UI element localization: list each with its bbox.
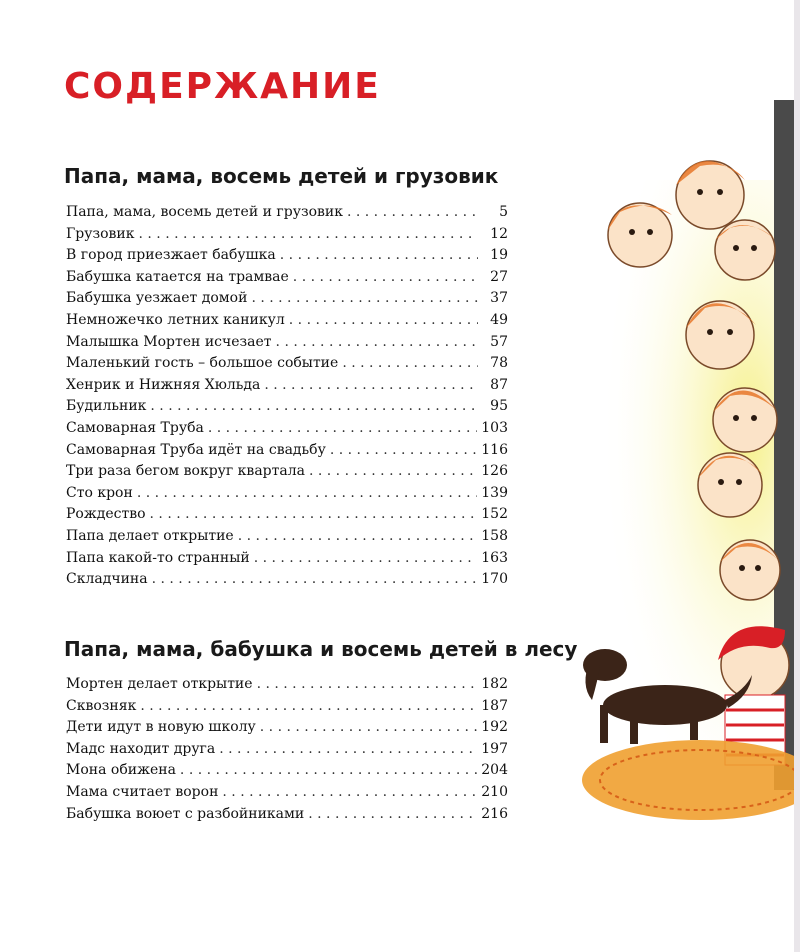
- toc-dot-leader: [219, 741, 477, 757]
- toc-entry-title: Бабушка уезжает домой: [66, 290, 248, 307]
- toc-dot-leader: [152, 571, 478, 587]
- toc-entry-title: Сквозняк: [66, 697, 137, 714]
- page-edge: [794, 0, 800, 952]
- toc-entry-title: Грузовик: [66, 225, 135, 242]
- toc-entry-title: Сто крон: [66, 484, 133, 501]
- toc-entry-page: 116: [481, 441, 508, 458]
- toc-entry-title: Самоварная Труба идёт на свадьбу: [66, 441, 326, 458]
- toc-entry: [66, 762, 508, 784]
- toc-list-section-2: [66, 676, 508, 827]
- children-peeking-illustration-icon: [580, 100, 800, 860]
- toc-entry: [66, 334, 508, 356]
- toc-entry: [66, 485, 508, 507]
- toc-entry: [66, 784, 508, 806]
- toc-entry: [66, 204, 508, 226]
- toc-dot-leader: [260, 719, 478, 735]
- toc-dot-leader: [276, 334, 478, 350]
- toc-entry-page: 57: [490, 333, 508, 350]
- toc-entry-title: Малышка Мортен исчезает: [66, 333, 272, 350]
- toc-entry-title: Мона обижена: [66, 762, 176, 779]
- toc-dot-leader: [139, 226, 479, 242]
- toc-entry-title: Бабушка воюет с разбойниками: [66, 805, 305, 822]
- toc-dot-leader: [309, 463, 477, 479]
- toc-dot-leader: [257, 676, 478, 692]
- toc-entry-page: 210: [481, 783, 508, 800]
- toc-entry-title: Мама считает ворон: [66, 783, 219, 800]
- toc-entry-title: Папа делает открытие: [66, 527, 234, 544]
- toc-list-section-1: [66, 204, 508, 593]
- toc-entry-title: Самоварная Труба: [66, 419, 204, 436]
- toc-entry-title: В город приезжает бабушка: [66, 247, 276, 264]
- toc-dot-leader: [347, 204, 478, 220]
- toc-entry-page: 163: [481, 549, 508, 566]
- toc-entry-page: 19: [490, 247, 508, 264]
- toc-entry-page: 27: [490, 268, 508, 285]
- toc-entry-page: 37: [490, 290, 508, 307]
- toc-entry-title: Мадс находит друга: [66, 740, 216, 757]
- toc-dot-leader: [342, 355, 478, 371]
- toc-dot-leader: [180, 762, 477, 778]
- toc-dot-leader: [293, 269, 478, 285]
- toc-entry-page: 12: [490, 225, 508, 242]
- toc-entry-page: 87: [490, 376, 508, 393]
- toc-entry-title: Бабушка катается на трамвае: [66, 268, 289, 285]
- toc-dot-leader: [238, 528, 478, 544]
- toc-entry: [66, 398, 508, 420]
- toc-entry-page: 197: [481, 740, 508, 757]
- toc-entry: [66, 377, 508, 399]
- toc-dot-leader: [251, 290, 478, 306]
- toc-entry-page: 49: [490, 311, 508, 328]
- toc-entry: [66, 247, 508, 269]
- toc-entry-page: 152: [481, 506, 508, 523]
- toc-entry: [66, 463, 508, 485]
- toc-entry-title: Маленький гость – большое событие: [66, 355, 339, 372]
- section-heading-1: Папа, мама, восемь детей и грузовик: [64, 164, 499, 188]
- toc-entry-title: Три раза бегом вокруг квартала: [66, 463, 305, 480]
- toc-entry: [66, 312, 508, 334]
- toc-entry-title: Папа, мама, восемь детей и грузовик: [66, 204, 343, 220]
- toc-entry-page: 78: [490, 355, 508, 372]
- toc-dot-leader: [222, 784, 477, 800]
- toc-dot-leader: [254, 550, 478, 566]
- toc-entry: [66, 506, 508, 528]
- toc-entry: [66, 355, 508, 377]
- toc-entry-page: 139: [481, 484, 508, 501]
- toc-entry-page: 5: [499, 204, 508, 220]
- toc-entry-page: 192: [481, 719, 508, 736]
- toc-entry-title: Хенрик и Нижняя Хюльда: [66, 376, 261, 393]
- toc-entry-page: 170: [481, 571, 508, 588]
- toc-entry-title: Немножечко летних каникул: [66, 311, 285, 328]
- toc-entry-page: 126: [481, 463, 508, 480]
- toc-dot-leader: [208, 420, 477, 436]
- toc-entry-title: Рождество: [66, 506, 146, 523]
- toc-entry: [66, 226, 508, 248]
- page-title: СОДЕРЖАНИЕ: [64, 66, 381, 107]
- toc-entry: [66, 528, 508, 550]
- toc-dot-leader: [140, 698, 477, 714]
- toc-entry: [66, 676, 508, 698]
- toc-entry: [66, 290, 508, 312]
- toc-entry: [66, 550, 508, 572]
- toc-entry: [66, 806, 508, 828]
- toc-entry-page: 182: [481, 676, 508, 692]
- toc-entry: [66, 269, 508, 291]
- toc-dot-leader: [137, 485, 477, 501]
- section-heading-2: Папа, мама, бабушка и восемь детей в лесу: [64, 637, 578, 661]
- toc-dot-leader: [150, 506, 478, 522]
- toc-entry-page: 158: [481, 527, 508, 544]
- toc-dot-leader: [330, 442, 477, 458]
- toc-entry-title: Складчина: [66, 571, 148, 588]
- toc-entry: [66, 571, 508, 593]
- toc-dot-leader: [289, 312, 478, 328]
- toc-entry: [66, 698, 508, 720]
- toc-dot-leader: [264, 377, 478, 393]
- toc-entry: [66, 420, 508, 442]
- toc-entry: [66, 442, 508, 464]
- toc-entry: [66, 741, 508, 763]
- toc-dot-leader: [308, 806, 477, 822]
- toc-entry-title: Будильник: [66, 398, 147, 415]
- toc-entry-page: 204: [481, 762, 508, 779]
- toc-entry: [66, 719, 508, 741]
- toc-entry-page: 95: [490, 398, 508, 415]
- toc-dot-leader: [280, 247, 478, 263]
- toc-entry-title: Мортен делает открытие: [66, 676, 253, 692]
- toc-entry-title: Папа какой-то странный: [66, 549, 250, 566]
- toc-entry-page: 187: [481, 697, 508, 714]
- toc-entry-page: 103: [481, 419, 508, 436]
- toc-entry-title: Дети идут в новую школу: [66, 719, 256, 736]
- toc-entry-page: 216: [481, 805, 508, 822]
- toc-dot-leader: [150, 398, 478, 414]
